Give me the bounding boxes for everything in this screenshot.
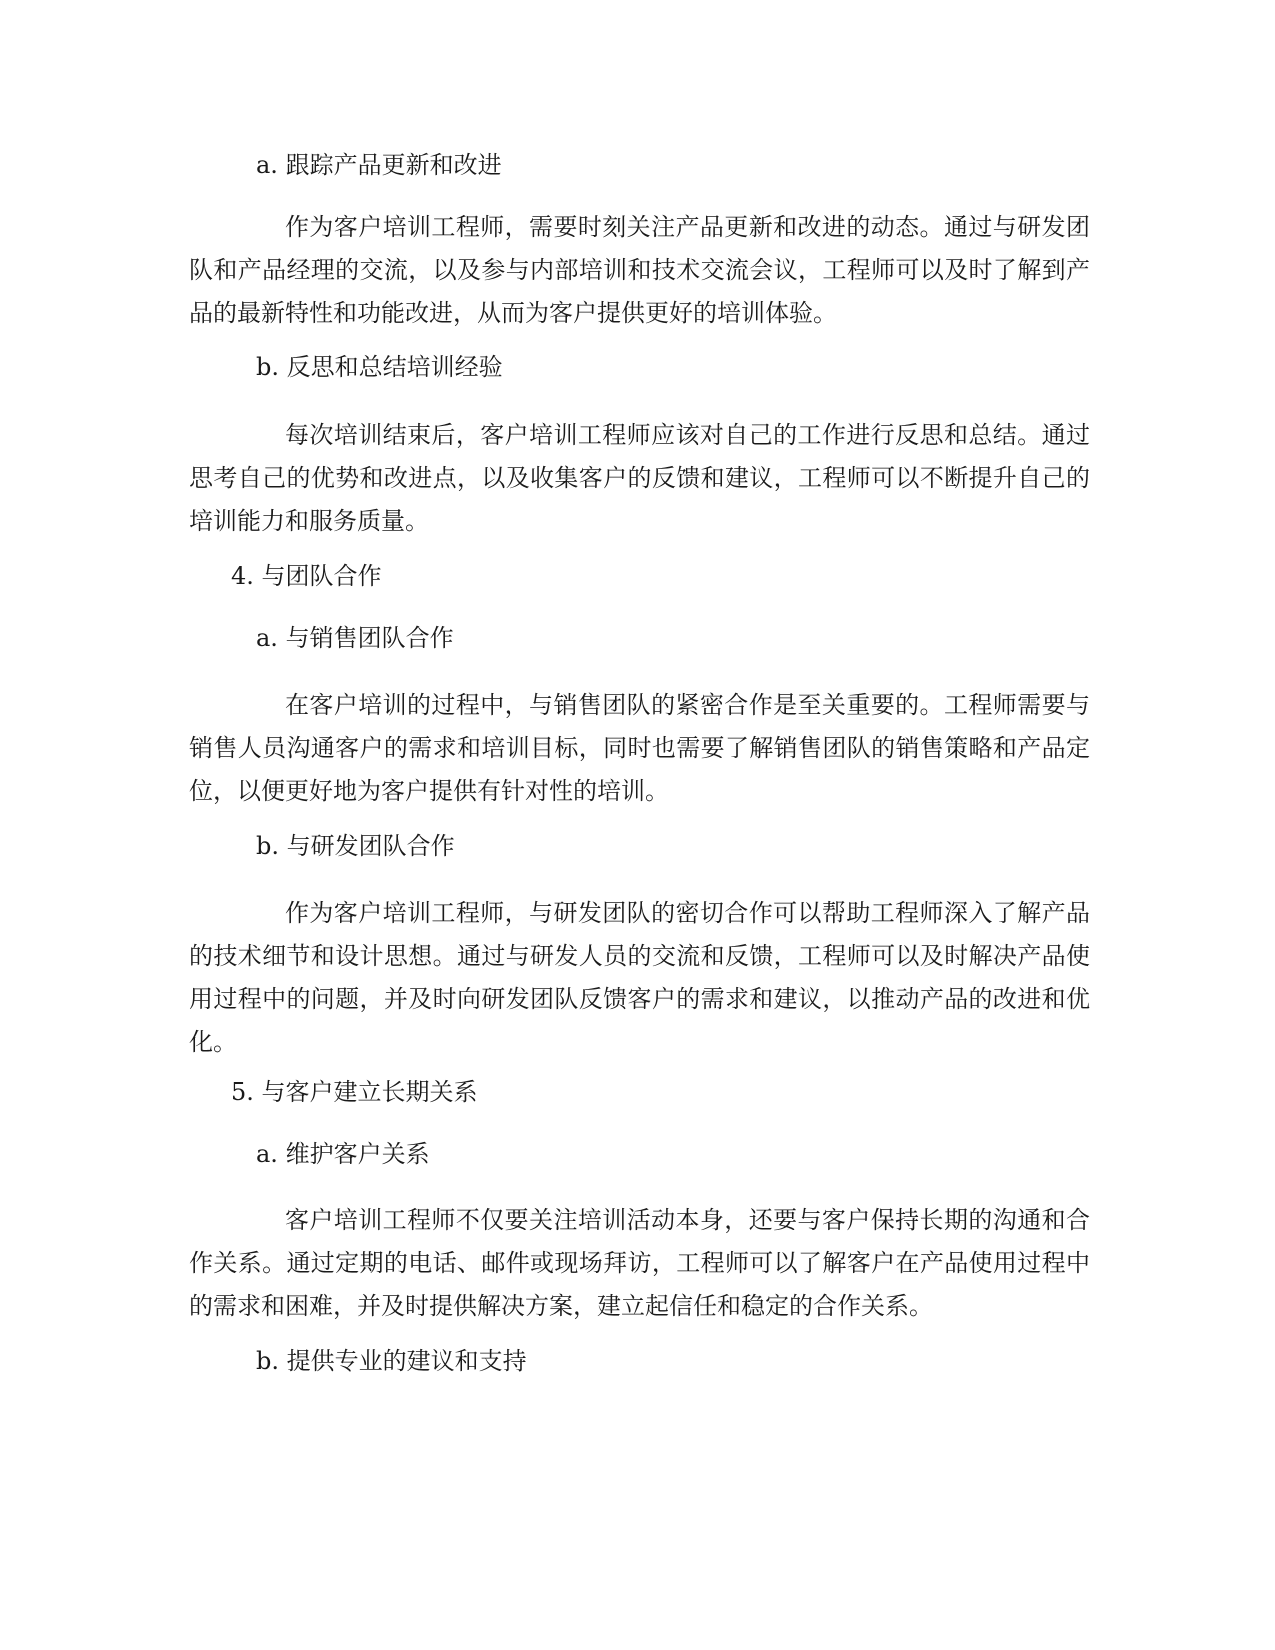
paragraph-maintain-relationship: 客户培训工程师不仅要关注培训活动本身，还要与客户保持长期的沟通和合作关系。通过定期的电话、邮件或现场拜访，工程师可以了解客户在产品使用过程中的需求和困难，并及时提供解决方案，建立起信任和稳定的合作关系。 (189, 1206, 1090, 1320)
paragraph-sales-team: 在客户培训的过程中，与销售团队的紧密合作是至关重要的。工程师需要与销售人员沟通客户的需求和培训目标，同时也需要了解销售团队的销售策略和产品定位，以便更好地为客户提供有针对性的培训。 (189, 691, 1090, 805)
subheading-professional-advice: b. 提供专业的建议和支持 (256, 1347, 527, 1375)
paragraph-track-product-updates: 作为客户培训工程师，需要时刻关注产品更新和改进的动态。通过与研发团队和产品经理的交流，以及参与内部培训和技术交流会议，工程师可以及时了解到产品的最新特性和功能改进，从而为客户提供更好的培训体验。 (189, 213, 1090, 327)
subheading-sales-team: a. 与销售团队合作 (256, 624, 454, 652)
heading-team-cooperation: 4. 与团队合作 (231, 562, 382, 590)
subheading-maintain-relationship: a. 维护客户关系 (256, 1140, 430, 1168)
heading-long-term-relationship: 5. 与客户建立长期关系 (231, 1078, 478, 1106)
subheading-reflect-summarize: b. 反思和总结培训经验 (256, 353, 503, 381)
paragraph-reflect-summarize: 每次培训结束后，客户培训工程师应该对自己的工作进行反思和总结。通过思考自己的优势和改进点，以及收集客户的反馈和建议，工程师可以不断提升自己的培训能力和服务质量。 (189, 421, 1090, 535)
paragraph-rd-team: 作为客户培训工程师，与研发团队的密切合作可以帮助工程师深入了解产品的技术细节和设计思想。通过与研发人员的交流和反馈，工程师可以及时解决产品使用过程中的问题，并及时向研发团队反馈客户的需求和建议，以推动产品的改进和优化。 (189, 899, 1090, 1056)
subheading-rd-team: b. 与研发团队合作 (256, 832, 455, 860)
subheading-track-product-updates: a. 跟踪产品更新和改进 (256, 151, 502, 179)
